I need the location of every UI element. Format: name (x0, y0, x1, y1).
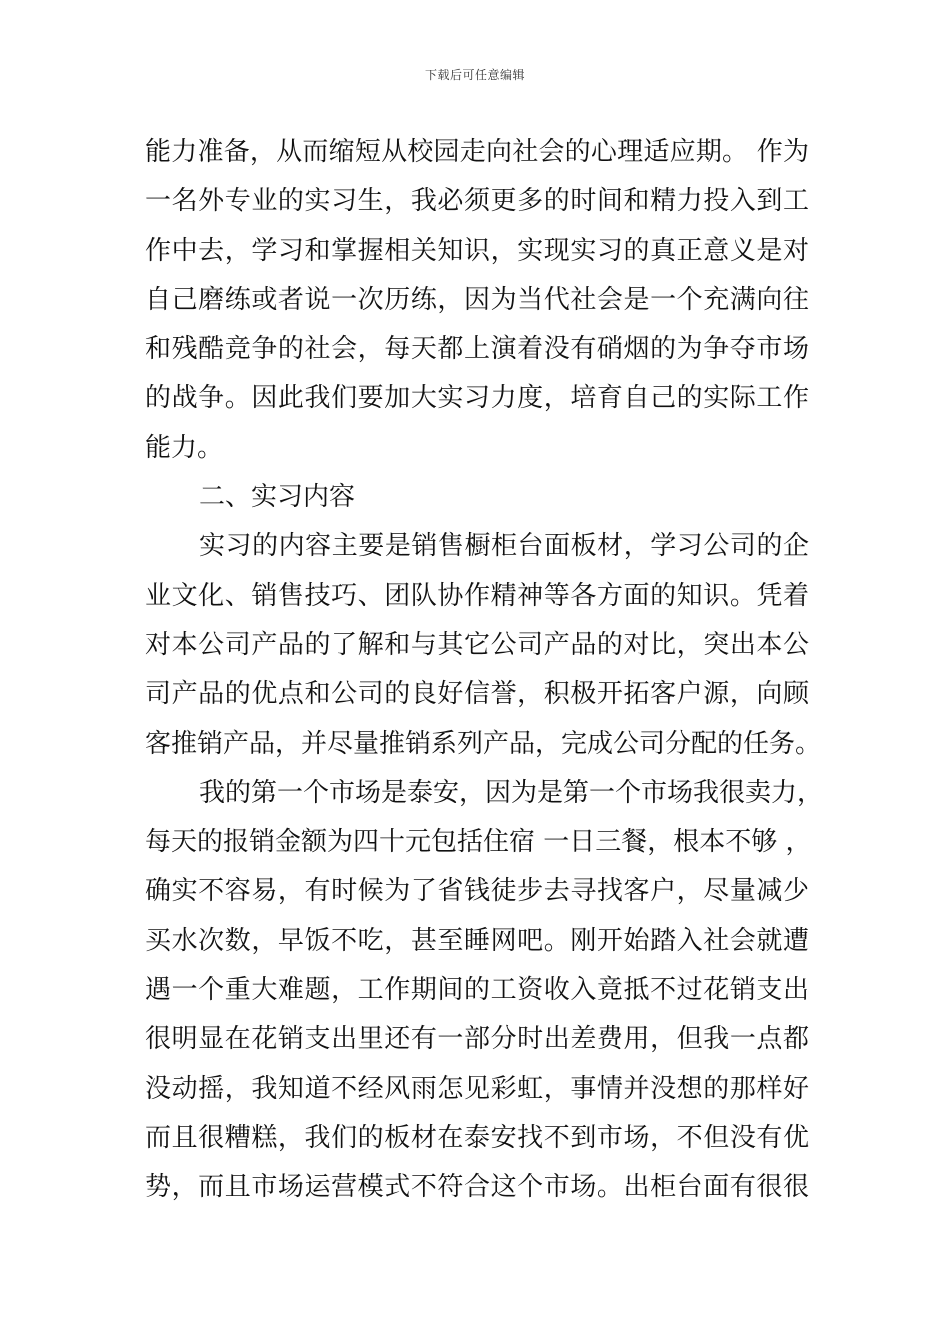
text-line: 很明显在花销支出里还有一部分时出差费用，但我一点都 (145, 1024, 809, 1055)
text-line: 势，而且市场运营模式不符合这个市场。出柜台面有很很 (145, 1172, 809, 1203)
text-line: 自己磨练或者说一次历练，因为当代社会是一个充满向往 (145, 284, 809, 315)
text-line: 和残酷竞争的社会，每天都上演着没有硝烟的为争夺市场 (145, 334, 809, 365)
text-line: 一名外专业的实习生，我必须更多的时间和精力投入到工 (145, 186, 809, 217)
text-line: 没动摇，我知道不经风雨怎见彩虹，事情并没想的那样好 (145, 1073, 809, 1104)
text-line: 遇一个重大难题，工作期间的工资收入竟抵不过花销支出 (145, 975, 809, 1006)
body-text (145, 128, 824, 1213)
section-heading: 二、实习内容 (199, 482, 356, 513)
text-line: 我的第一个市场是泰安，因为是第一个市场我很卖力， (199, 777, 824, 808)
text-line: 能力准备，从而缩短从校园走向社会的心理适应期。 作为 (145, 137, 809, 167)
text-line: 而且很糟糕，我们的板材在泰安找不到市场，不但没有优 (145, 1122, 809, 1153)
text-line: 司产品的优点和公司的良好信誉，积极开拓客户源，向顾 (145, 679, 809, 710)
text-line: 确实不容易，有时候为了省钱徒步去寻找客户，尽量减少 (145, 876, 809, 907)
text-line: 能力。 (145, 432, 224, 463)
text-line: 对本公司产品的了解和与其它公司产品的对比，突出本公 (145, 629, 809, 660)
text-line: 实习的内容主要是销售橱柜台面板材，学习公司的企 (199, 531, 809, 562)
text-line: 每天的报销金额为四十元包括住宿 一日三餐，根本不够 ， (145, 827, 812, 858)
text-line: 买水次数，早饭不吃，甚至睡网吧。刚开始踏入社会就遭 (145, 925, 809, 956)
page-header: 下载后可任意编辑 (424, 68, 525, 82)
text-line: 业文化、销售技巧、团队协作精神等各方面的知识。凭着 (145, 580, 809, 611)
text-line: 客推销产品，并尽量推销系列产品，完成公司分配的任务。 (145, 728, 822, 759)
text-line: 作中去，学习和掌握相关知识，实现实习的真正意义是对 (145, 235, 809, 266)
text-line: 的战争。因此我们要加大实习力度，培育自己的实际工作 (145, 383, 809, 414)
